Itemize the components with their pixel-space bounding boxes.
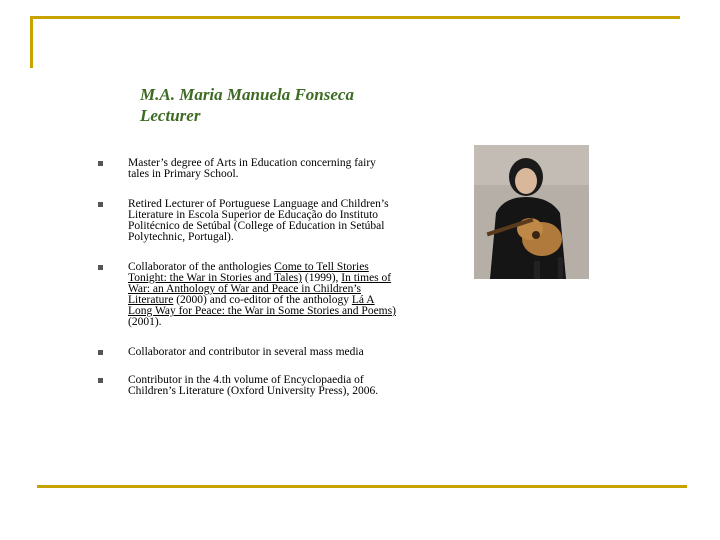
square-bullet-icon [98,378,103,383]
bullet-text-pre: Collaborator of the anthologies [128,261,275,273]
square-bullet-icon [98,265,103,270]
title-role: Lecturer [140,106,201,125]
anthology-title-link-3: Lá A Long Way for Peace: the War in Some Stories and Poems) [128,294,396,317]
bullet-text: Master’s degree of Arts in Education concerning fairy tales in Primary School. [128,157,376,180]
anthology-title-link-2: In times of War: an Anthology of War and Peace in Children’s Literature [128,272,392,306]
title-name: M.A. Maria Manuela Fonseca [140,85,354,104]
bullet-text-post: (2001). [128,316,162,328]
square-bullet-icon [98,202,103,207]
decorative-left-rule [30,16,33,68]
slide-title [140,84,354,126]
bullet-text-mid-1: (1999), [301,272,342,284]
bullet-text: Contributor in the 4.th volume of Encyclopaedia of Children’s Literature (Oxford University Press), 2006. [128,374,379,397]
bullet-text: Retired Lecturer of Portuguese Language and Children’s Literature in Escola Superior de Educação do Instituto Politécnico de Setúbal (College of Education in Setúbal Polytechnic, Portugal). [128,198,389,243]
portrait-image [474,145,589,279]
anthology-title-link-1: Come to Tell Stories Tonight: the War in Stories and Tales) [128,261,369,284]
bullet-text: Collaborator and contributor in several mass media [128,346,364,358]
square-bullet-icon [98,350,103,355]
portrait-photo [474,145,589,279]
decorative-top-rule [30,16,680,19]
bullet-text-mid-2: (2000) and co-editor of the anthology [173,294,352,306]
decorative-bottom-rule [37,485,687,488]
bullet-item-degree [98,158,398,180]
bullet-item-lecturer [98,199,398,243]
bullet-list [98,158,398,397]
bullet-item-anthologies [98,262,398,328]
bullet-item-encyclopaedia [98,375,398,397]
square-bullet-icon [98,161,103,166]
bullet-item-media [98,347,398,358]
